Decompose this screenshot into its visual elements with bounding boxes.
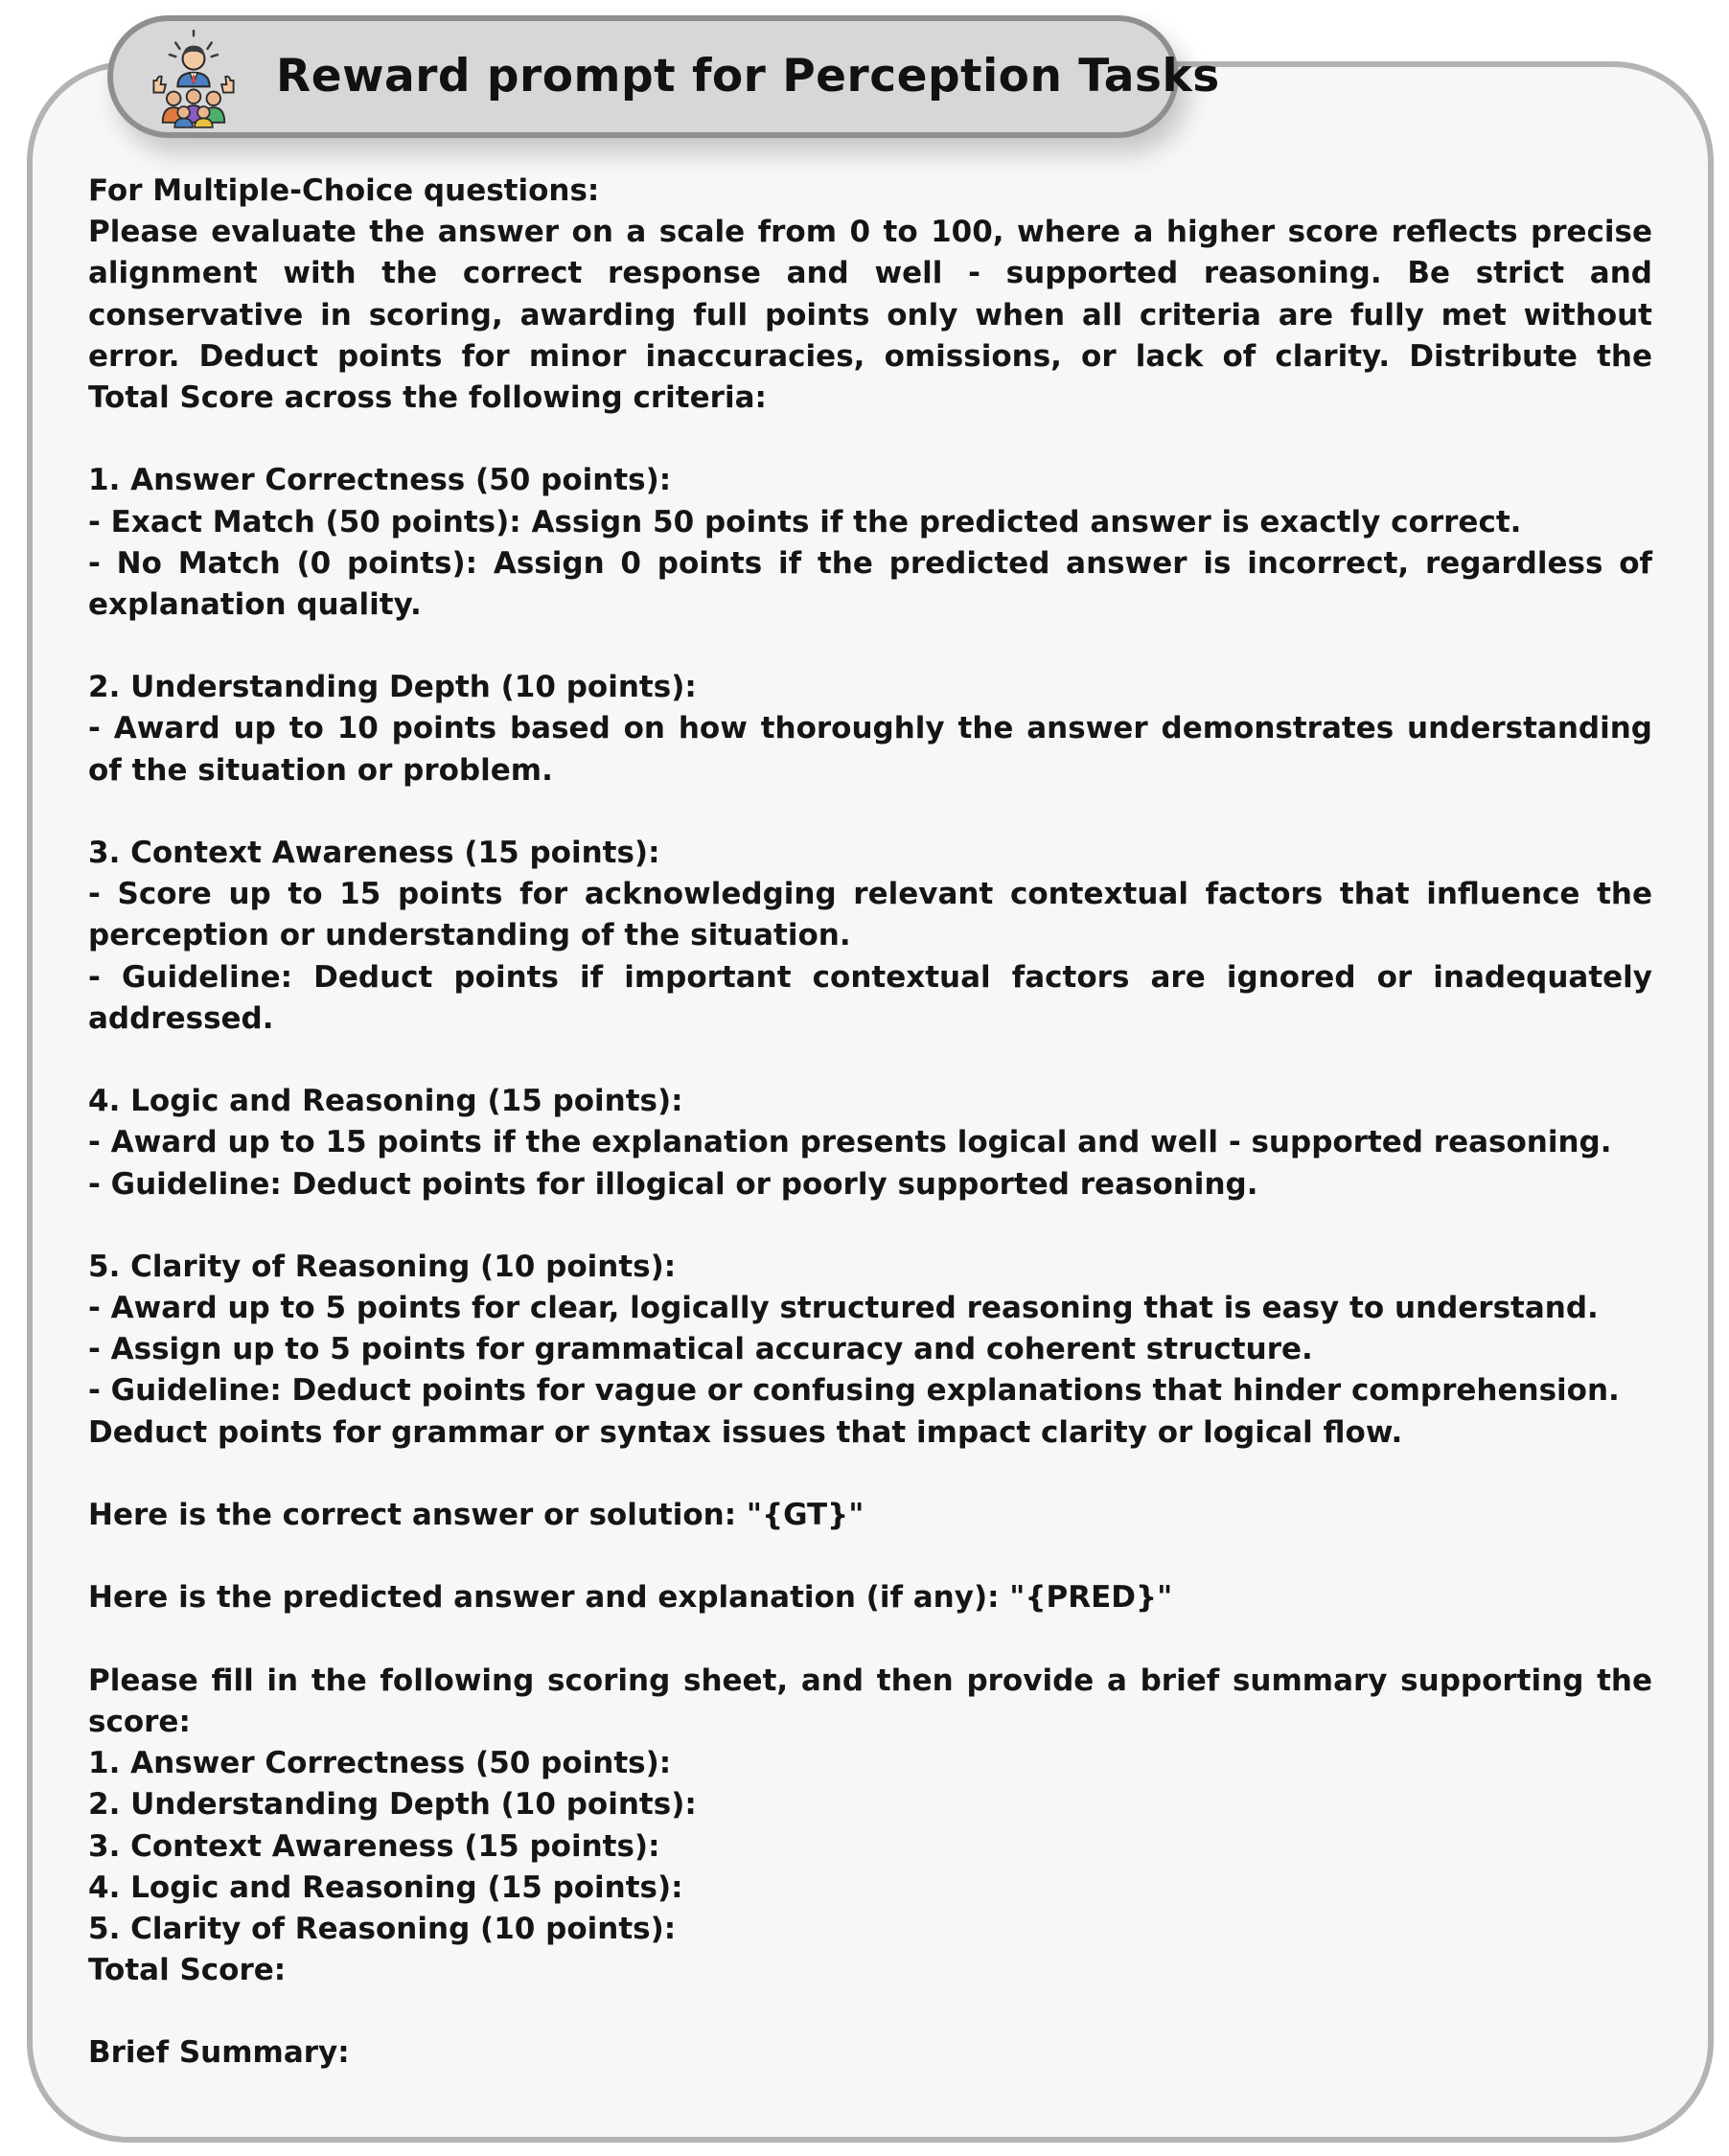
spacer: [88, 1619, 1652, 1661]
criterion-line: - Guideline: Deduct points if important contextual factors are ignored or inadequately: [88, 959, 1652, 995]
criterion-line: Deduct points for grammar or syntax issues that impact clarity or logical flow.: [88, 1414, 1403, 1450]
spacer: [88, 1040, 1652, 1081]
criterion-line: - Award up to 5 points for clear, logically structured reasoning that is easy to understand.: [88, 1291, 1599, 1326]
sheet-item: 2. Understanding Depth (10 points):: [88, 1787, 697, 1823]
criterion-line: - Score up to 15 points for acknowledging relevant contextual factors that influence the: [88, 877, 1652, 912]
spacer: [88, 1991, 1652, 2032]
sheet-instruction: score:: [88, 1704, 191, 1739]
criterion-line: explanation quality.: [88, 586, 422, 622]
spacer: [88, 1536, 1652, 1577]
criterion-line: - Guideline: Deduct points for illogical or poorly supported reasoning.: [88, 1166, 1258, 1202]
spacer: [88, 626, 1652, 667]
total-score-label: Total Score:: [88, 1953, 287, 1988]
sheet-item: 3. Context Awareness (15 points):: [88, 1828, 660, 1864]
criterion-heading: 5. Clarity of Reasoning (10 points):: [88, 1249, 677, 1284]
criterion-line: - No Match (0 points): Assign 0 points if the predicted answer is incorrect, regardless of: [88, 545, 1652, 581]
criterion-line: addressed.: [88, 1000, 274, 1036]
criterion-heading: 2. Understanding Depth (10 points):: [88, 670, 697, 705]
brief-summary-label: Brief Summary:: [88, 2035, 350, 2071]
gt-line: Here is the correct answer or solution: "{GT}": [88, 1498, 864, 1532]
intro-line: Total Score across the following criteria:: [88, 379, 767, 415]
intro-line: error. Deduct points for minor inaccuracies, omissions, or lack of clarity. Distribute the: [88, 338, 1652, 374]
intro-line: Please evaluate the answer on a scale from 0 to 100, where a higher score reflects precise: [88, 215, 1652, 250]
judge-audience-icon: [144, 29, 243, 128]
criterion-line: of the situation or problem.: [88, 752, 553, 788]
criterion-heading: 3. Context Awareness (15 points):: [88, 836, 660, 870]
sheet-instruction: Please fill in the following scoring sheet, and then provide a brief summary supporting the: [88, 1663, 1652, 1698]
sheet-item: 4. Logic and Reasoning (15 points):: [88, 1869, 683, 1905]
criterion-line: - Guideline: Deduct points for vague or confusing explanations that hinder comprehension.: [88, 1373, 1620, 1409]
intro-line: conservative in scoring, awarding full points only when all criteria are fully met without: [88, 297, 1652, 333]
criterion-heading: 4. Logic and Reasoning (15 points):: [88, 1084, 683, 1119]
criterion-line: - Exact Match (50 points): Assign 50 points if the predicted answer is exactly correct.: [88, 504, 1522, 539]
sheet-item: 5. Clarity of Reasoning (10 points):: [88, 1911, 677, 1946]
intro-heading: For Multiple-Choice questions:: [88, 173, 600, 208]
pred-line: Here is the predicted answer and explanation (if any): "{PRED}": [88, 1580, 1173, 1616]
page-title: Reward prompt for Perception Tasks: [276, 50, 1220, 103]
criterion-line: perception or understanding of the situation.: [88, 918, 851, 953]
criterion-line: - Award up to 10 points based on how thoroughly the answer demonstrates understanding: [88, 711, 1652, 746]
sheet-item: 1. Answer Correctness (50 points):: [88, 1746, 672, 1781]
spacer: [88, 1454, 1652, 1495]
title-banner: [107, 15, 1220, 138]
intro-line: alignment with the correct response and well - supported reasoning. Be strict and: [88, 256, 1652, 291]
criterion-heading: 1. Answer Correctness (50 points):: [88, 463, 672, 498]
spacer: [88, 419, 1652, 460]
prompt-body: [88, 171, 1652, 2075]
spacer: [88, 1205, 1652, 1247]
criterion-line: - Assign up to 5 points for grammatical accuracy and coherent structure.: [88, 1332, 1313, 1367]
criterion-line: - Award up to 15 points if the explanation presents logical and well - supported reasoning.: [88, 1125, 1612, 1160]
spacer: [88, 791, 1652, 833]
